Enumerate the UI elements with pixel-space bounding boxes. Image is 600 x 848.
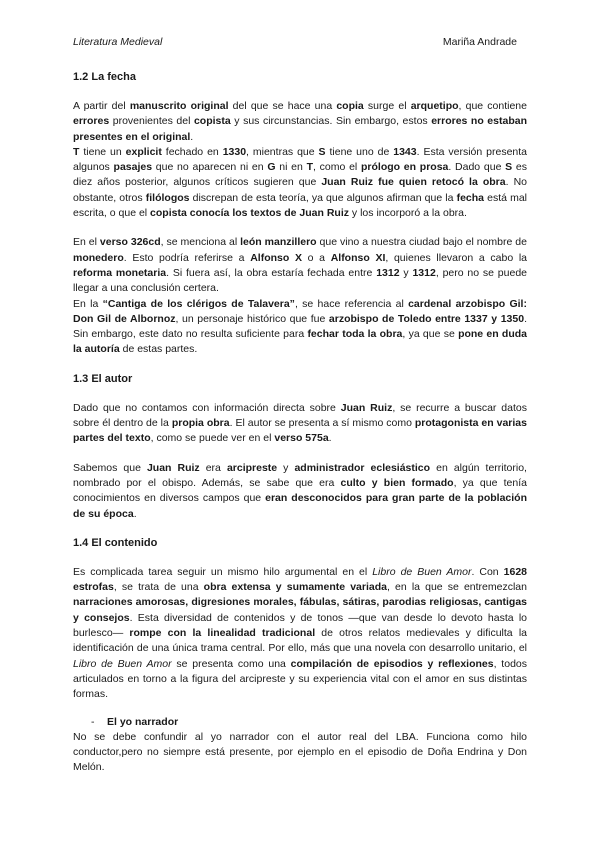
text-run: En el	[73, 236, 100, 249]
bold-text: protagonista en varias partes del texto	[73, 417, 527, 445]
text-run: , se menciona al	[160, 236, 241, 249]
bold-text: 1312	[376, 266, 400, 279]
text-run: del que se hace una	[228, 100, 337, 112]
bold-text: G	[267, 161, 276, 174]
bold-text: errores no estaban presentes en el original	[73, 115, 527, 143]
bold-text: copista conocía los textos de Juan Ruiz	[150, 207, 350, 220]
text-run: , pero no se puede llegar a una conclusión certera.	[73, 266, 528, 295]
bold-text: 1628 estrofas	[73, 565, 528, 594]
text-run: o a	[301, 251, 331, 264]
text-run: A partir del	[73, 100, 130, 112]
text-run: . Esta diversidad de contenidos y de tonos —que van desde lo devoto hasta lo burlesco—	[73, 611, 527, 640]
bold-text: compilación de episodios y reflexiones	[290, 657, 494, 670]
text-run: de estas partes.	[119, 343, 198, 356]
paragraph	[73, 565, 527, 703]
text-run: .	[328, 432, 332, 445]
header-title: Literatura Medieval	[73, 36, 163, 48]
bold-text: S	[318, 145, 326, 158]
bold-text: Juan Ruiz fue quien retocó la obra	[321, 176, 506, 189]
italic-text: Libro de Buen Amor	[73, 657, 172, 670]
bold-text: león manzillero	[240, 236, 317, 249]
text-run: y los incorporó a la obra.	[349, 207, 467, 220]
bold-text: verso 326cd	[99, 236, 161, 249]
subsection-paragraph: No se debe confundir al yo narrador con el autor real del LBA. Funciona como hilo conductor,pero no siempre está presente, por ejemplo en el episodio de Doña Endrina y Don Melón.	[73, 730, 527, 774]
bold-text: eran desconocidos para gran parte de la población de su época	[73, 492, 528, 520]
text-run: . Dado que	[448, 161, 506, 174]
text-run: es diez años posterior, algunos críticos sugieren que	[73, 161, 527, 189]
bold-text: prólogo en prosa	[360, 161, 449, 174]
bold-text: 1312	[412, 266, 436, 279]
page-header	[73, 36, 517, 48]
text-run: . Esta versión presenta algunos	[73, 145, 528, 174]
bold-text: administrador eclesiástico	[294, 461, 431, 474]
bold-text: Alfonso XI	[330, 251, 386, 264]
bold-text: T	[306, 161, 313, 174]
section-heading: 1.4 El contenido	[73, 536, 158, 549]
text-run: . Sin embargo, este dato no resulta suficiente para	[73, 312, 527, 341]
bold-text: manuscrito original	[129, 100, 229, 112]
subsection-title: El yo narrador	[107, 715, 179, 728]
paragraph	[73, 145, 527, 221]
text-run: , que contiene	[458, 100, 527, 112]
text-run: , ya que se	[402, 328, 459, 341]
sections-container	[73, 70, 527, 703]
bold-text: errores	[73, 115, 110, 128]
text-run: de otros relatos medievales y dificulta la identificación de una única trama central. Por ello, más que una novela con desarrollo unitario, el	[73, 627, 527, 655]
text-run: , todos articulados en torno a la figura del arcipreste y su experiencia vital con el amor en sus distintas formas.	[73, 657, 527, 701]
text-run: se presenta como una	[171, 657, 291, 670]
text-run: está mal escrita, o que el	[73, 191, 527, 220]
bold-text: arzobispo de Toledo entre 1337 y 1350	[328, 312, 525, 325]
text-run: Sabemos que	[73, 461, 147, 474]
bold-text: fecha	[456, 191, 485, 204]
text-run: tiene un	[79, 145, 126, 158]
text-run: . Esto podría referirse a	[123, 251, 251, 264]
document-body	[73, 70, 527, 775]
bold-text: 1330	[222, 145, 247, 158]
bold-text: “Cantiga de los clérigos de Talavera”	[102, 297, 295, 310]
bullet-dash: -	[91, 715, 95, 728]
bold-text: propia obra	[171, 417, 230, 430]
text-run: y sus circunstancias. Sin embargo, estos	[230, 115, 432, 128]
bold-text: pone en duda la autoría	[73, 328, 527, 356]
text-run: . Si fuera así, la obra estaría fechada entre	[166, 266, 377, 279]
bold-text: 1343	[393, 145, 417, 158]
bold-text: T	[73, 145, 80, 158]
bold-text: filólogos	[145, 191, 190, 204]
bold-text: obra extensa y sumamente variada	[203, 581, 387, 594]
text-run: , como se puede ver en el	[150, 432, 275, 445]
text-run: en algún territorio, nombrado por el obispo. Además, se sabe que era	[73, 461, 527, 489]
paragraph	[73, 99, 527, 145]
text-run: , un personaje histórico que fue	[175, 312, 329, 325]
paragraph	[73, 461, 527, 522]
text-run: , como el	[313, 161, 361, 174]
text-run: , ya que tenía conocimientos en diversos campos que	[73, 476, 527, 505]
text-run: Dado que no contamos con información directa sobre	[73, 401, 341, 414]
text-run: .	[190, 130, 194, 143]
bold-text: reforma monetaria	[73, 266, 167, 279]
text-run: , se trata de una	[113, 581, 204, 594]
section-heading: 1.2 La fecha	[73, 71, 136, 83]
bold-text: cardenal arzobispo Gil: Don Gil de Albornoz	[73, 297, 527, 325]
text-run: .	[133, 507, 137, 520]
text-run: surge el	[363, 100, 411, 112]
bold-text: Juan Ruiz	[340, 401, 393, 414]
text-run: , se hace referencia al	[294, 297, 409, 310]
text-run: , en la que se entremezclan	[386, 581, 527, 594]
text-run: , quienes llevaron a cabo la	[385, 251, 528, 264]
bold-text: verso 575a	[274, 432, 329, 445]
text-run: discrepan de esta teoría, ya que algunos afirman que la	[189, 191, 457, 204]
bold-text: copia	[336, 100, 364, 112]
text-run: ni en	[275, 161, 307, 174]
text-run: , mientras que	[246, 145, 319, 158]
paragraph	[73, 297, 527, 358]
bold-text: rompe con la linealidad tradicional	[129, 627, 316, 640]
text-run: En la	[73, 297, 103, 310]
text-run: provenientes del	[109, 115, 194, 128]
text-run: Es complicada tarea seguir un mismo hilo argumental en el	[73, 565, 373, 578]
bold-text: explicit	[125, 145, 162, 158]
text-run: . Con	[471, 565, 504, 578]
bold-text: Juan Ruiz	[146, 461, 200, 474]
text-run: y	[399, 266, 413, 279]
section-heading: 1.3 El autor	[73, 372, 133, 385]
bold-text: fechar toda la obra	[307, 328, 403, 341]
bold-text: narraciones amorosas, digresiones morales, fábulas, sátiras, parodias religiosas, cantigas y consejos	[73, 596, 527, 624]
text-run: era	[199, 461, 227, 474]
text-run: , se recurre a buscar datos sobre él dentro de la	[73, 401, 527, 430]
text-run: tiene uno de	[325, 145, 394, 158]
text-run: y	[277, 461, 295, 474]
bold-text: Alfonso X	[250, 251, 302, 264]
text-run: que vino a nuestra ciudad bajo el nombre de	[316, 236, 527, 249]
bold-text: culto y bien formado	[340, 476, 454, 489]
bold-text: pasajes	[113, 161, 153, 174]
bold-text: S	[505, 161, 513, 174]
text-run: . El autor se presenta a sí mismo como	[229, 417, 415, 430]
bold-text: copista	[193, 115, 231, 128]
bold-text: arquetipo	[410, 100, 459, 112]
text-run: fechado en	[161, 145, 223, 158]
paragraph	[73, 401, 527, 447]
bold-text: monedero	[73, 251, 124, 264]
text-run: que no aparecen ni en	[152, 161, 268, 174]
text-run: . No obstante, otros	[73, 176, 527, 204]
italic-text: Libro de Buen Amor	[372, 565, 472, 578]
header-author: Mariña Andrade	[442, 36, 517, 48]
subsection-heading	[91, 715, 527, 730]
paragraph	[73, 235, 527, 296]
bold-text: arcipreste	[226, 461, 278, 474]
